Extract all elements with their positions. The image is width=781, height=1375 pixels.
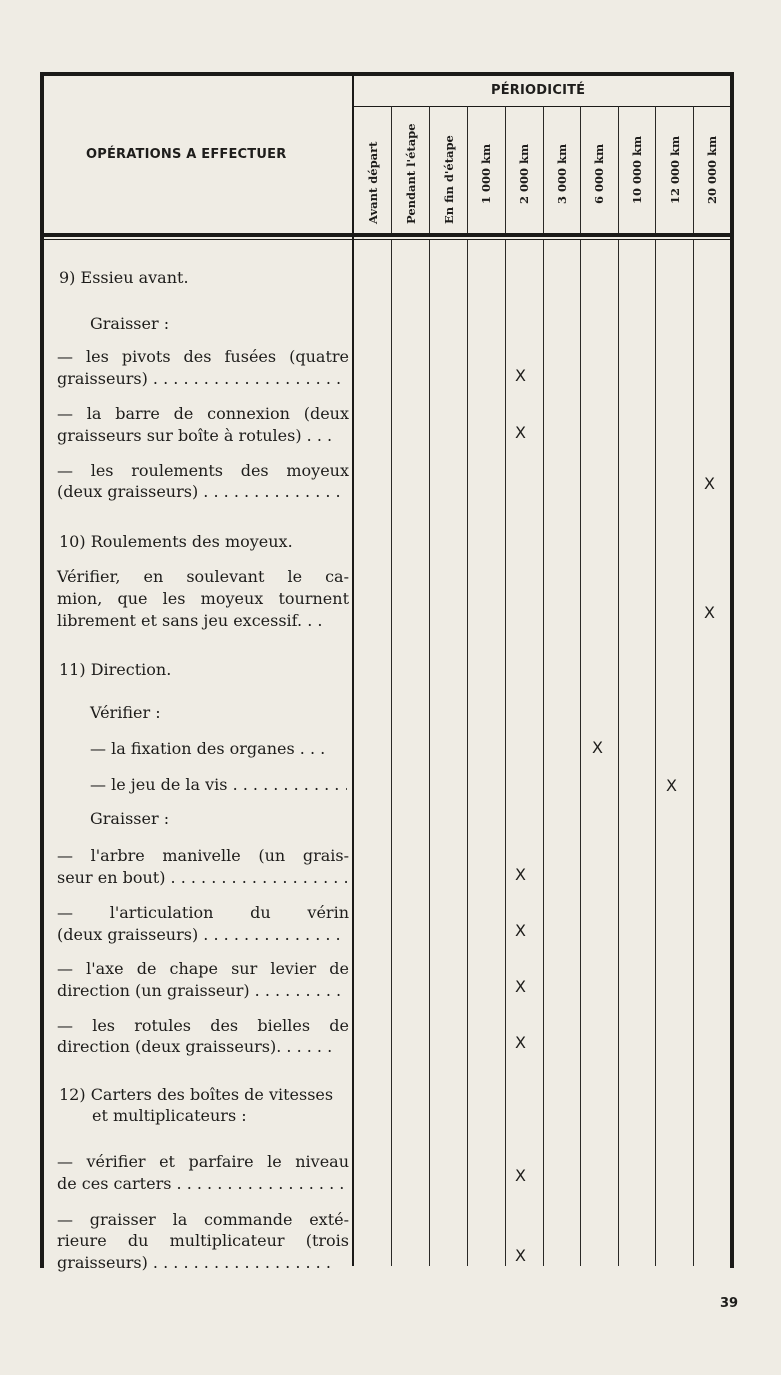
section-heading: et multiplicateurs : <box>92 1106 247 1125</box>
column-divider <box>580 106 581 233</box>
operation-line: — la barre de connexion (deux <box>57 404 349 423</box>
column-divider <box>467 240 468 1266</box>
column-divider <box>505 240 506 1266</box>
operation-line: — la fixation des organes . . . <box>90 739 326 758</box>
column-divider <box>618 106 619 233</box>
operations-heading: OPÉRATIONS A EFFECTUER <box>86 147 287 162</box>
periodicity-mark: X <box>515 921 526 940</box>
operation-line: — graisser la commande exté- <box>57 1210 349 1229</box>
operation-line: — le jeu de la vis . . . <box>90 775 347 795</box>
page-number: 39 <box>720 1296 739 1311</box>
column-divider <box>655 240 656 1266</box>
section-heading: 9) Essieu avant. <box>59 268 189 287</box>
periodicity-mark: X <box>515 1033 526 1052</box>
section-heading: 12) Carters des boîtes de vitesses <box>59 1085 334 1104</box>
header-rule-thin <box>44 239 730 240</box>
column-header-label: 3 000 km <box>555 143 569 204</box>
periodicity-mark: X <box>515 865 526 884</box>
operation-line: mion, que les moyeux tournent <box>57 589 349 608</box>
operation-line: librement et sans jeu excessif. . . <box>57 611 323 630</box>
column-header-label: 10 000 km <box>630 135 644 204</box>
instruction-label: Graisser : <box>90 809 170 828</box>
column-header-label: 12 000 km <box>668 135 682 204</box>
column-divider <box>505 106 506 233</box>
column-divider <box>693 240 694 1266</box>
periodicity-mark: X <box>592 738 603 757</box>
header-rule <box>44 233 730 237</box>
column-divider <box>655 106 656 233</box>
operation-line: direction (un graisseur) . . . <box>57 981 347 1001</box>
operation-line: — l'arbre manivelle (un grais- <box>57 846 349 865</box>
operation-line: de ces carters . . . <box>57 1174 347 1194</box>
column-header-label: 1 000 km <box>479 143 493 204</box>
operation-line: rieure du multiplicateur (trois <box>57 1231 349 1250</box>
periodicity-mark: X <box>515 977 526 996</box>
column-header-label: En fin d'étape <box>442 135 456 224</box>
periodicity-heading: PÉRIODICITÉ <box>491 83 586 98</box>
periodicity-mark: X <box>704 474 715 493</box>
operation-line: direction (deux graisseurs). . . . . . <box>57 1037 333 1056</box>
operation-line: — les rotules des bielles de <box>57 1016 349 1035</box>
periodicity-mark: X <box>515 366 526 385</box>
column-divider <box>391 240 392 1266</box>
column-divider <box>543 106 544 233</box>
column-divider <box>429 106 430 233</box>
operation-line: (deux graisseurs) . . . <box>57 482 347 502</box>
column-header-label: Pendant l'étape <box>404 123 418 224</box>
column-divider <box>391 106 392 233</box>
periodicity-mark: X <box>515 423 526 442</box>
operation-line: — l'articulation du vérin <box>57 903 349 922</box>
instruction-label: Vérifier : <box>90 703 161 722</box>
column-divider <box>467 106 468 233</box>
column-divider <box>618 240 619 1266</box>
section-heading: 10) Roulements des moyeux. <box>59 532 293 551</box>
periodicity-mark: X <box>666 776 677 795</box>
operation-line: seur en bout) . . . <box>57 868 347 888</box>
operation-line: Vérifier, en soulevant le ca- <box>57 567 349 586</box>
column-header-label: 6 000 km <box>592 143 606 204</box>
column-divider <box>693 106 694 233</box>
column-header-label: 20 000 km <box>705 135 719 204</box>
periodicity-mark: X <box>704 603 715 622</box>
periodicity-mark: X <box>515 1166 526 1185</box>
column-divider <box>543 240 544 1266</box>
periodicity-rule <box>354 106 730 107</box>
operation-line: — vérifier et parfaire le niveau <box>57 1152 349 1171</box>
operation-line: (deux graisseurs) . . . <box>57 925 347 945</box>
column-header-label: Avant départ <box>366 141 380 224</box>
column-header-label: 2 000 km <box>517 143 531 204</box>
operation-line: graisseurs) . . . <box>57 369 347 389</box>
column-divider <box>580 240 581 1266</box>
column-divider <box>429 240 430 1266</box>
operations-separator <box>352 76 354 1266</box>
operation-line: graisseurs sur boîte à rotules) . . . <box>57 426 333 445</box>
operation-line: — les pivots des fusées (quatre <box>57 347 349 366</box>
instruction-label: Graisser : <box>90 314 170 333</box>
operation-line: graisseurs) . . . <box>57 1253 337 1273</box>
section-heading: 11) Direction. <box>59 660 172 679</box>
operation-line: — l'axe de chape sur levier de <box>57 959 349 978</box>
periodicity-mark: X <box>515 1246 526 1265</box>
operation-line: — les roulements des moyeux <box>57 461 349 480</box>
